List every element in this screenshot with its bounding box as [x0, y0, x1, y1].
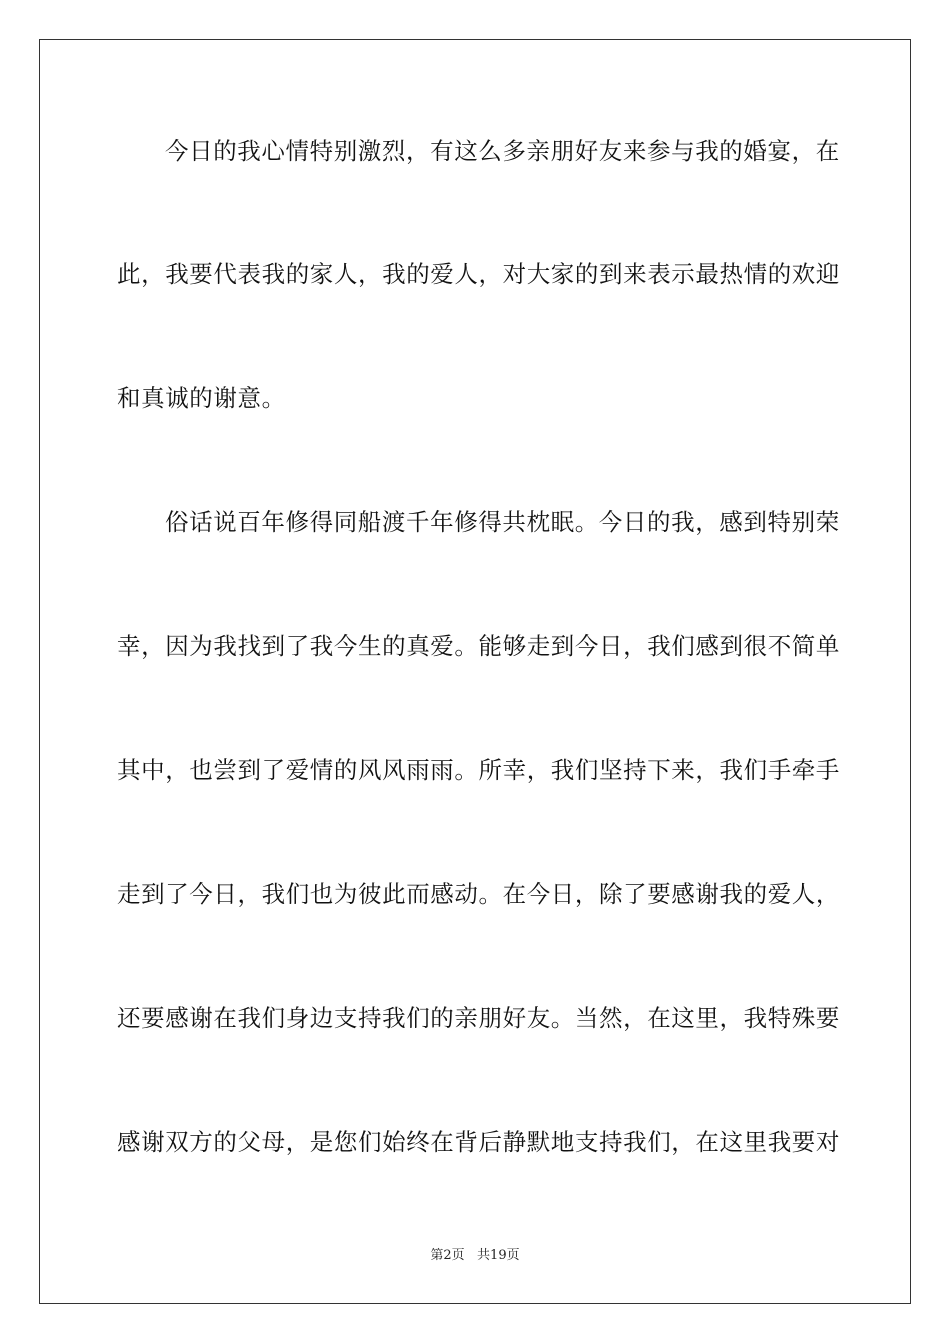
paragraph-1-line-1: 今日的我心情特别激烈，有这么多亲朋好友来参与我的婚宴，在 — [165, 137, 840, 165]
page-number-footer: 第2页 共19页 — [430, 1248, 520, 1263]
paragraph-1-line-3: 和真诚的谢意。 — [117, 384, 286, 412]
paragraph-2-line-5: 还要感谢在我们身边支持我们的亲朋好友。当然，在这里，我特殊要 — [117, 1004, 840, 1032]
page-border — [39, 39, 911, 1304]
paragraph-2-line-3: 其中，也尝到了爱情的风风雨雨。所幸，我们坚持下来，我们手牵手 — [117, 756, 840, 784]
paragraph-2-line-6: 感谢双方的父母，是您们始终在背后静默地支持我们，在这里我要对 — [117, 1128, 840, 1156]
paragraph-2-line-4: 走到了今日，我们也为彼此而感动。在今日，除了要感谢我的爱人， — [117, 880, 840, 908]
paragraph-2-line-2: 幸，因为我找到了我今生的真爱。能够走到今日，我们感到很不简单 — [117, 632, 840, 660]
paragraph-2-line-1: 俗话说百年修得同船渡千年修得共枕眠。今日的我，感到特别荣 — [165, 508, 840, 536]
paragraph-1-line-2: 此，我要代表我的家人，我的爱人，对大家的到来表示最热情的欢迎 — [117, 260, 840, 288]
